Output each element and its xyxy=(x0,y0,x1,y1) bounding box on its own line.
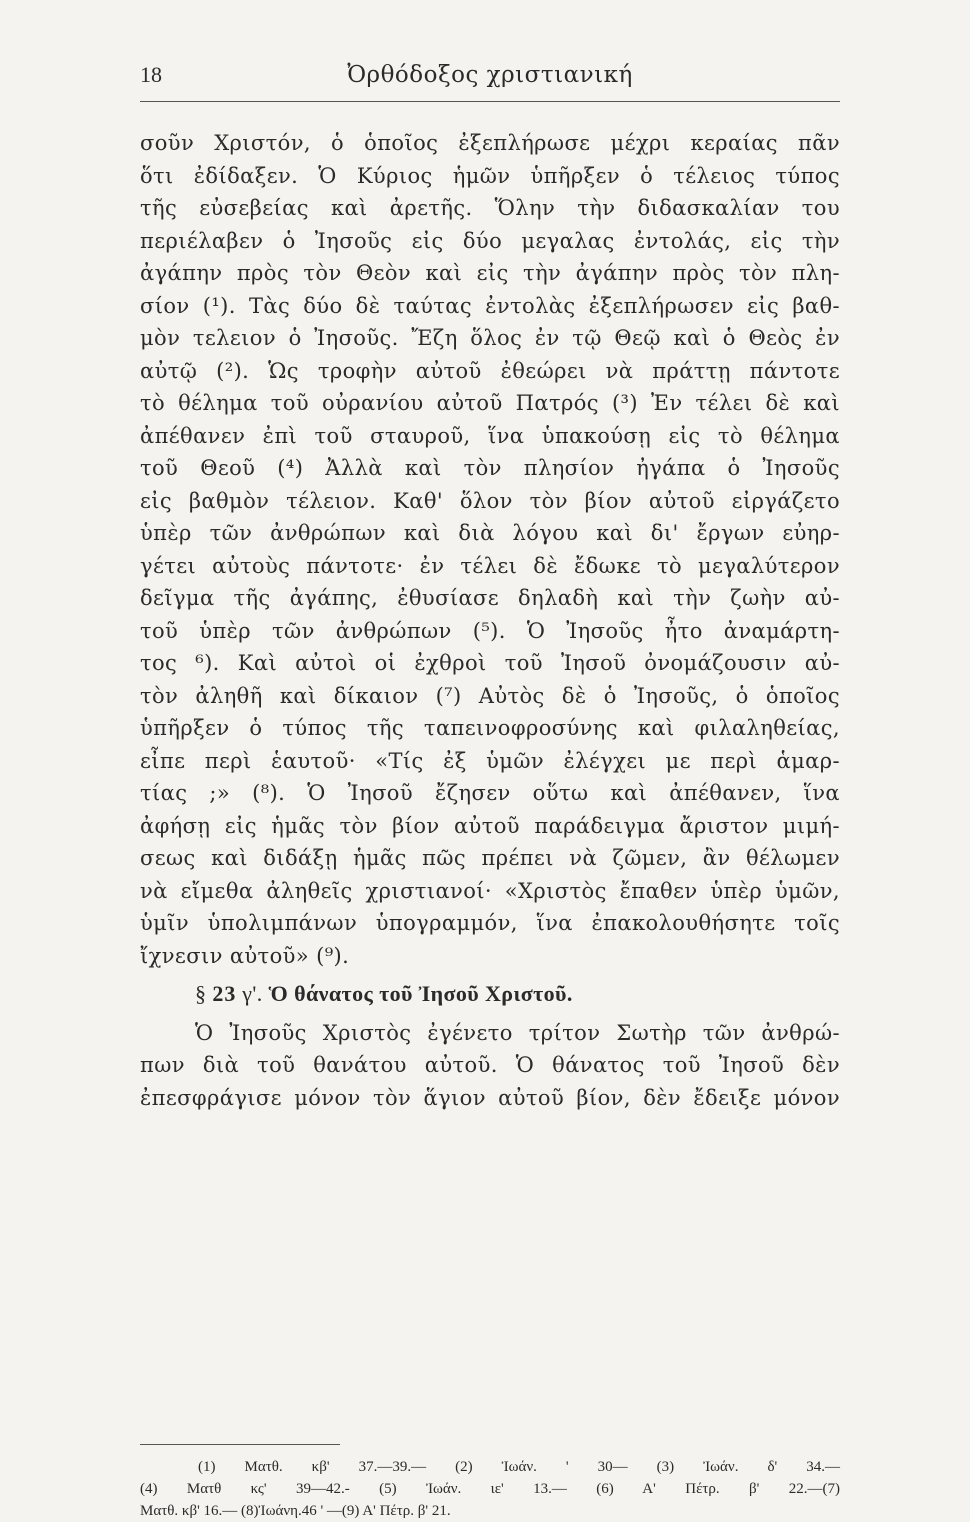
text-line: τὸ θέλημα τοῦ οὐρανίου αὐτοῦ Πατρός (³) Ἐν τέλει δὲ καὶ xyxy=(140,391,840,415)
section-letter: γ'. xyxy=(242,981,263,1006)
text-line: ἀφήσῃ εἰς ἡμᾶς τὸν βίον αὐτοῦ παράδειγμα ἄριστον μιμή- xyxy=(140,813,840,838)
text-line: σίον (¹). Τὰς δύο δὲ ταύτας ἐντολὰς ἐξεπλήρωσεν εἰς βαθ- xyxy=(140,293,840,318)
text-line: ἐπεσφράγισε μόνον τὸν ἅγιον αὐτοῦ βίον, δὲν ἔδειξε μόνον xyxy=(140,1085,840,1110)
text-line: αὐτῷ (²). Ὡς τροφὴν αὐτοῦ ἐθεώρει νὰ πράττῃ πάντοτε xyxy=(140,358,840,383)
text-line: γέτει αὐτοὺς πάντοτε· ἐν τέλει δὲ ἔδωκε τὸ μεγαλύτερον xyxy=(140,553,840,578)
body-text xyxy=(140,127,840,1114)
text-line: ὅτι ἐδίδαξεν. Ὁ Κύριος ἡμῶν ὑπῆρξεν ὁ τέλειος τύπος xyxy=(140,163,840,188)
footnote-line: (4) Ματθ κς' 39—42.- (5) Ἰωάν. ιε' 13.— (6) Α' Πέτρ. β' 22.—(7) xyxy=(140,1481,840,1497)
text-line: ὑπῆρξεν ὁ τύπος τῆς ταπεινοφροσύνης καὶ φιλαληθείας, xyxy=(140,716,840,740)
text-line: ἴχνεσιν αὐτοῦ» (⁹). xyxy=(140,943,350,968)
section-number: 23 xyxy=(212,981,237,1006)
section-heading xyxy=(140,978,840,1011)
section-title: Ὁ θάνατος τοῦ Ἰησοῦ Χριστοῦ. xyxy=(268,981,573,1006)
text-line: τὸν ἀληθῆ καὶ δίκαιον (⁷) Αὐτὸς δὲ ὁ Ἰησοῦς, ὁ ὁποῖος xyxy=(140,683,840,708)
text-line: τῆς εὐσεβείας καὶ ἀρετῆς. Ὅλην τὴν διδασκαλίαν του xyxy=(140,196,840,220)
text-line: πων διὰ τοῦ θανάτου αὐτοῦ. Ὁ θάνατος τοῦ Ἰησοῦ δὲν xyxy=(140,1053,840,1077)
text-line: περιέλαβεν ὁ Ἰησοῦς εἰς δύο μεγαλας ἐντολάς, εἰς τὴν xyxy=(140,228,840,253)
running-title: Ὀρθόδοξος χριστιανική xyxy=(347,62,633,88)
footnote-rule xyxy=(140,1444,340,1445)
text-line: τίας ;» (⁸). Ὁ Ἰησοῦ ἔζησεν οὕτω καὶ ἀπέθανεν, ἵνα xyxy=(140,781,840,805)
text-line: τος ⁶). Καὶ αὐτοὶ οἱ ἐχθροὶ τοῦ Ἰησοῦ ὀνομάζουσιν αὐ- xyxy=(140,651,840,675)
text-line: νὰ εἴμεθα ἀληθεῖς χριστιανοί· «Χριστὸς ἔπαθεν ὑπὲρ ὑμῶν, xyxy=(140,878,840,903)
text-line: εἶπε περὶ ἑαυτοῦ· «Τίς ἐξ ὑμῶν ἐλέγχει με περὶ ἁμαρ- xyxy=(140,748,840,773)
page-header xyxy=(140,62,840,102)
text-line: ὑμῖν ὑπολιμπάνων ὑπογραμμόν, ἵνα ἐπακολουθήσητε τοῖς xyxy=(140,911,840,935)
text-line: δεῖγμα τῆς ἀγάπης, ἐθυσίασε δηλαδὴ καὶ τὴν ζωὴν αὐ- xyxy=(140,586,840,610)
text-line: τοῦ ὑπὲρ τῶν ἀνθρώπων (⁵). Ὁ Ἰησοῦς ἦτο ἀναμάρτη- xyxy=(140,618,840,643)
page-number: 18 xyxy=(140,62,162,87)
text-line: ἀπέθανεν ἐπὶ τοῦ σταυροῦ, ἵνα ὑπακούσῃ εἰς τὸ θέλημα xyxy=(140,423,840,448)
text-line: μὸν τελειον ὁ Ἰησοῦς. Ἔζη ὅλος ἐν τῷ Θεῷ καὶ ὁ Θεὸς ἐν xyxy=(140,326,840,350)
text-line: ἀγάπην πρὸς τὸν Θεὸν καὶ εἰς τὴν ἀγάπην πρὸς τὸν πλη- xyxy=(140,261,840,285)
text-line: σοῦν Χριστόν, ὁ ὁποῖος ἐξεπλήρωσε μέχρι κεραίας πᾶν xyxy=(140,131,840,155)
text-line: σεως καὶ διδάξῃ ἡμᾶς πῶς πρέπει νὰ ζῶμεν, ἂν θέλωμεν xyxy=(140,846,840,870)
text-line: Ὁ Ἰησοῦς Χριστὸς ἐγένετο τρίτον Σωτὴρ τῶν ἀνθρώ- xyxy=(195,1020,840,1045)
footnote-line: (1) Ματθ. κβ' 37.—39.— (2) Ἰωάν. ' 30— (3) Ἰωάν. δ' 34.— xyxy=(198,1459,840,1475)
header-rule xyxy=(140,101,840,102)
text-line: τοῦ Θεοῦ (⁴) Ἀλλὰ καὶ τὸν πλησίον ἠγάπα ὁ Ἰησοῦς xyxy=(140,456,840,480)
footnotes xyxy=(140,1456,840,1522)
footnote-line: Ματθ. κβ' 16.— (8)Ἰωάνη.46 ' —(9) Α' Πέτρ. β' 21. xyxy=(140,1503,451,1519)
text-line: εἰς βαθμὸν τέλειον. Καθ' ὅλον τὸν βίον αὐτοῦ εἰργάζετο xyxy=(140,488,840,513)
text-line: ὑπὲρ τῶν ἀνθρώπων καὶ διὰ λόγου καὶ δι' ἔργων εὐηρ- xyxy=(140,521,840,545)
section-mark: § xyxy=(195,981,207,1006)
